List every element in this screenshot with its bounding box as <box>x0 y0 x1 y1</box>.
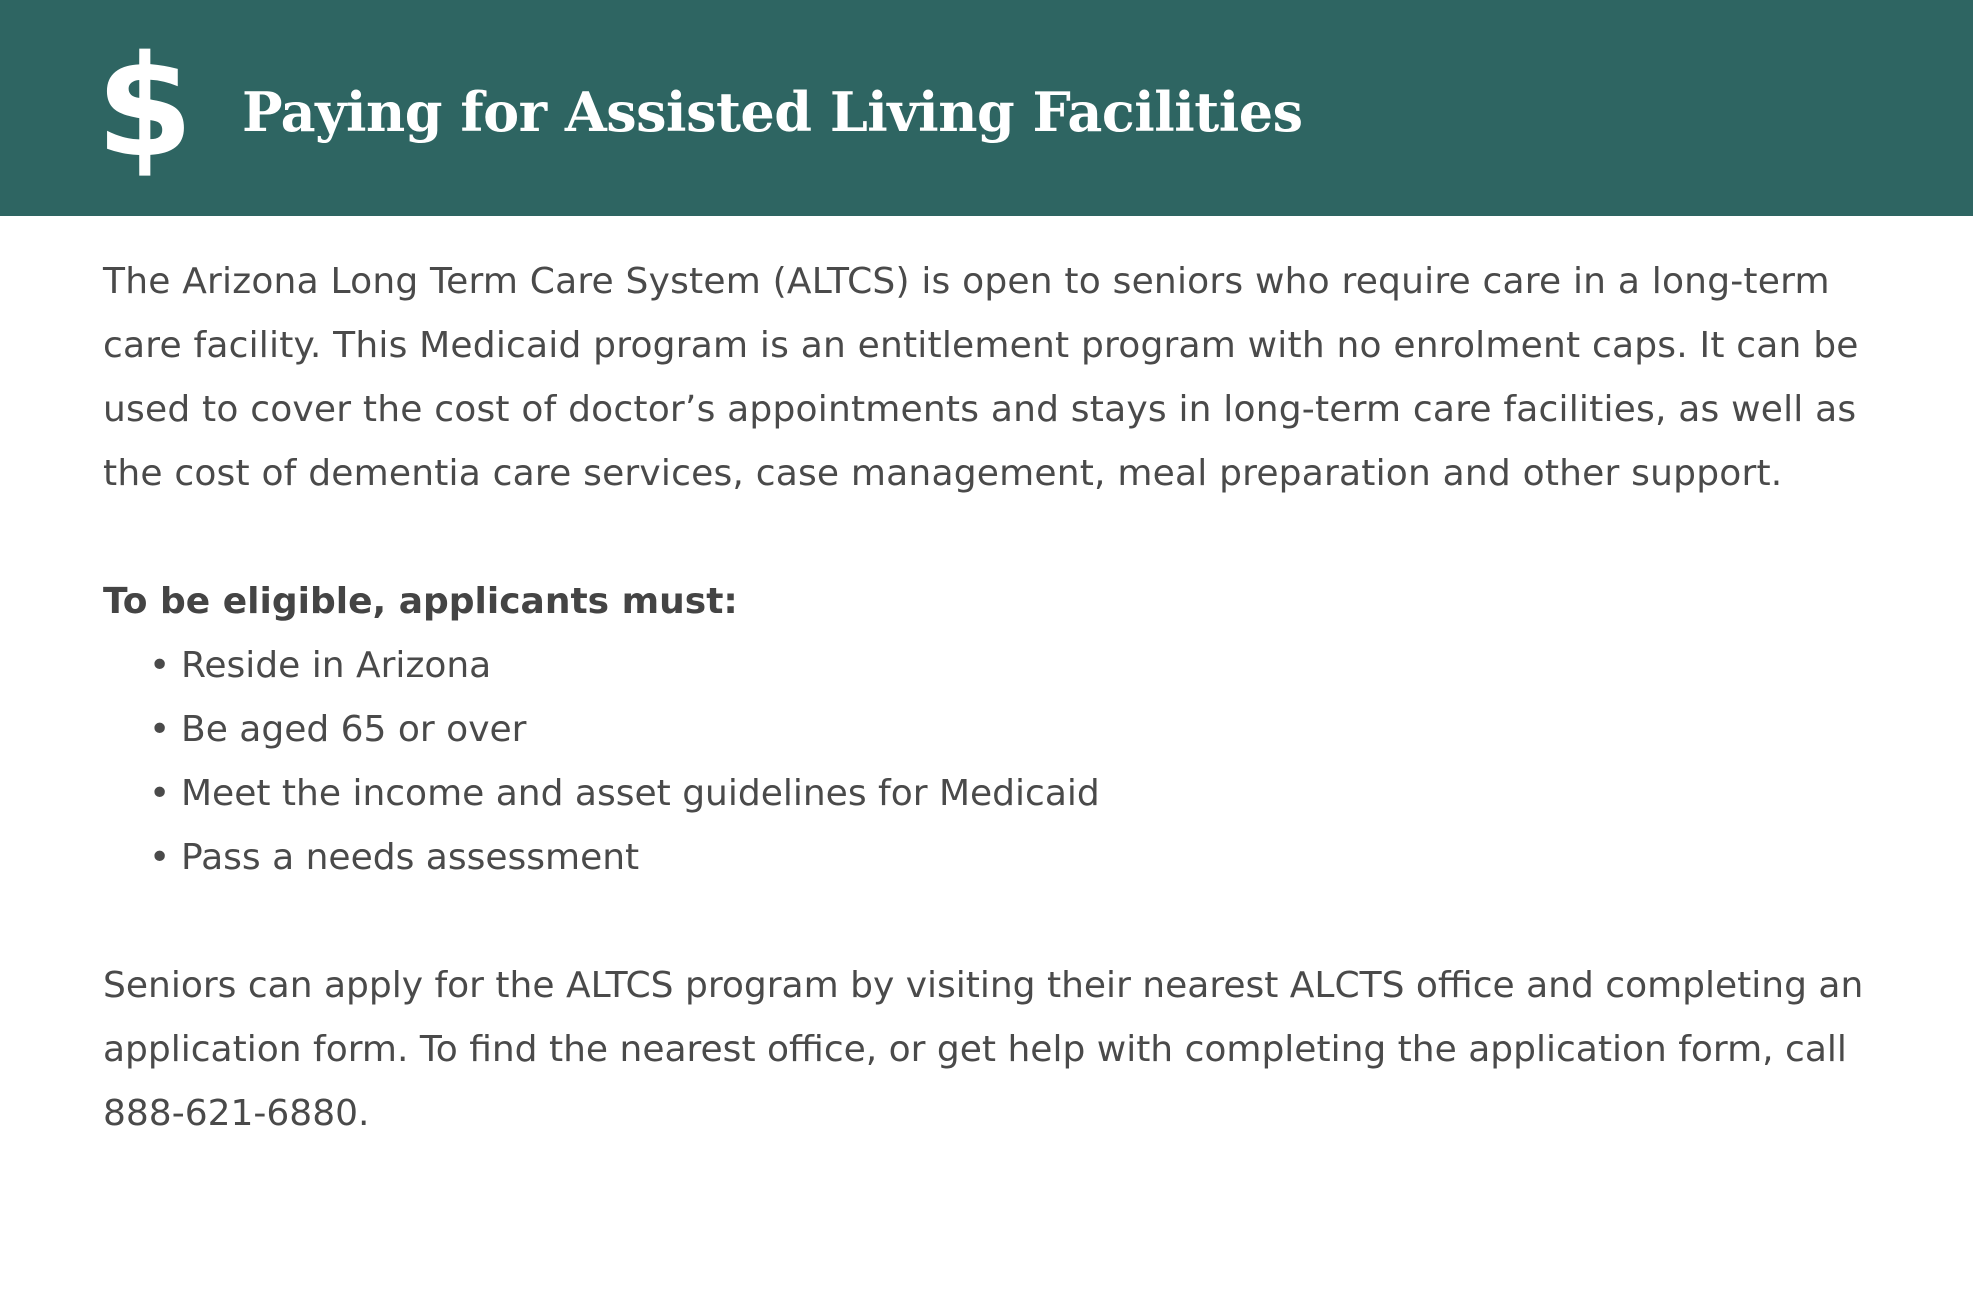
eligibility-list <box>103 634 1903 890</box>
content-body <box>103 250 1903 1146</box>
bullet-icon: • <box>149 645 171 686</box>
dollar-icon: $ <box>96 26 194 189</box>
bullet-icon: • <box>149 837 171 878</box>
page-title: Paying for Assisted Living Facilities <box>242 80 1303 144</box>
list-item <box>103 762 1903 826</box>
bullet-icon: • <box>149 709 171 750</box>
bullet-icon: • <box>149 773 171 814</box>
eligibility-heading: To be eligible, applicants must: <box>103 581 738 622</box>
list-item-text: Reside in Arizona <box>181 645 492 686</box>
intro-paragraph: The Arizona Long Term Care System (ALTCS) is open to seniors who require care in a long-term care facility. This Medicaid program is an entitlement program with no enrolment caps. It can be used to cover the cost of doctor’s appointments and stays in long-term care facilities, as well as the cost of dementia care services, case management, meal preparation and other support. <box>103 261 1859 494</box>
list-item-text: Be aged 65 or over <box>181 709 527 750</box>
list-item-text: Pass a needs assessment <box>181 837 640 878</box>
page-header <box>0 0 1973 216</box>
list-item <box>103 826 1903 890</box>
list-item <box>103 698 1903 762</box>
list-item <box>103 634 1903 698</box>
list-item-text: Meet the income and asset guidelines for Medicaid <box>181 773 1100 814</box>
apply-paragraph: Seniors can apply for the ALTCS program by visiting their nearest ALCTS office and completing an application form. To find the nearest office, or get help with completing the application form, call 888-621-6880. <box>103 965 1864 1134</box>
